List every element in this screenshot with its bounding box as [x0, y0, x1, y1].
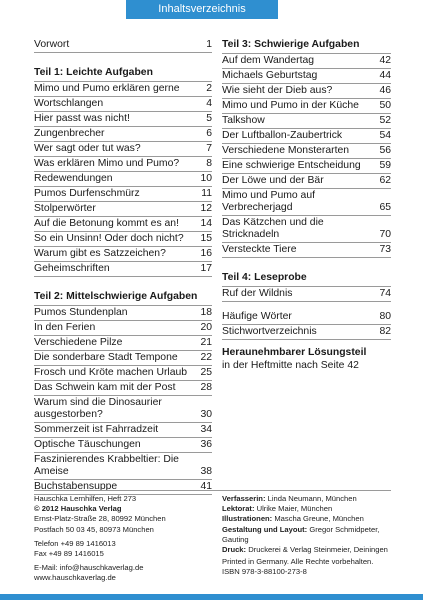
toc-entry — [34, 262, 212, 277]
entry-page: 10 — [200, 173, 212, 184]
entry-title: Häufige Wörter — [222, 311, 292, 322]
toc-entry — [34, 142, 212, 157]
entry-title: Geheimschriften — [34, 263, 110, 274]
imprint-illus — [222, 514, 397, 524]
entry-page: 5 — [206, 113, 212, 124]
design-value: Gregor Schmidpeter, Gauting — [222, 524, 380, 544]
entry-title: Der Löwe und der Bär — [222, 175, 324, 186]
entry-page: 20 — [200, 322, 212, 333]
imprint-print — [222, 545, 397, 555]
imprint-rights: Printed in Germany. Alle Rechte vorbehalten. — [222, 557, 374, 567]
toc-entry — [34, 321, 212, 336]
toc-entry — [222, 129, 391, 144]
entry-page: 2 — [206, 83, 212, 94]
entry-title: Talkshow — [222, 115, 265, 126]
toc-entry — [34, 351, 212, 366]
toc-entry — [222, 310, 391, 325]
toc-entry — [34, 82, 212, 97]
entry-title: Auf dem Wandertag — [222, 55, 315, 66]
entry-page: 70 — [379, 229, 391, 240]
imprint-right — [222, 494, 397, 578]
entry-title: Optische Täuschungen — [34, 439, 141, 450]
toc-entry — [34, 453, 212, 480]
entry-title: In den Ferien — [34, 322, 96, 333]
section-heading-teil1: Teil 1: Leichte Aufgaben — [34, 66, 212, 82]
entry-title: Stolperwörter — [34, 203, 96, 214]
entry-title: Mimo und Pumo in der Küche — [222, 100, 359, 111]
entry-title: Mimo und Pumo erklären gerne — [34, 83, 180, 94]
design-label: Gestaltung und Layout: — [222, 524, 308, 534]
entry-title: Das Kätzchen und die Stricknadeln — [222, 217, 324, 240]
entry-title: So ein Unsinn! Oder doch nicht? — [34, 233, 184, 244]
imprint-series: Hauschka Lernhilfen, Heft 273 — [34, 494, 137, 503]
toc-entry — [34, 366, 212, 381]
entry-title: Stichwortverzeichnis — [222, 326, 317, 337]
toc-entry — [222, 84, 391, 99]
imprint-email: E-Mail: info@hauschkaverlag.de — [34, 563, 144, 573]
toc-entry — [34, 127, 212, 142]
entry-title: Ruf der Wildnis — [222, 288, 293, 299]
imprint-editor — [222, 504, 397, 514]
entry-page: 62 — [379, 175, 391, 186]
toc-entry — [222, 174, 391, 189]
entry-page: 50 — [379, 100, 391, 111]
entry-page: 17 — [200, 263, 212, 274]
imprint-address1: Ernst-Platz-Straße 28, 80992 München — [34, 514, 166, 524]
entry-page: 44 — [379, 70, 391, 81]
entry-title: Zungenbrecher — [34, 128, 105, 139]
entry-page: 34 — [200, 424, 212, 435]
entry-title: Wie sieht der Dieb aus? — [222, 85, 333, 96]
imprint-web: www.hauschkaverlag.de — [34, 573, 116, 583]
entry-title: Der Luftballon-Zaubertrick — [222, 130, 343, 141]
entry-page: 14 — [200, 218, 212, 229]
teil4-list — [222, 287, 391, 302]
imprint-copyright: © 2012 Hauschka Verlag — [34, 504, 122, 514]
entry-title: Auf die Betonung kommt es an! — [34, 218, 179, 229]
entry-page: 38 — [200, 466, 212, 477]
entry-page: 82 — [379, 326, 391, 337]
toc-entry — [222, 325, 391, 340]
header-tab: Inhaltsverzeichnis — [126, 0, 278, 19]
entry-title: Pumos Durfenschmürz — [34, 188, 140, 199]
entry-title: Michaels Geburtstag — [222, 70, 318, 81]
entry-page: 30 — [200, 409, 212, 420]
editor-label: Lektorat: — [222, 504, 255, 514]
author-label: Verfasserin: — [222, 494, 266, 503]
entry-page: 16 — [200, 248, 212, 259]
extra-list — [222, 310, 391, 340]
toc-entry — [222, 54, 391, 69]
toc-entry — [34, 202, 212, 217]
imprint-isbn: ISBN 978-3-88100-273-8 — [222, 567, 307, 577]
entry-page: 8 — [206, 158, 212, 169]
entry-page: 25 — [200, 367, 212, 378]
entry-title: Redewendungen — [34, 173, 113, 184]
illus-label: Illustrationen: — [222, 514, 273, 524]
bottom-accent-bar — [0, 594, 423, 600]
entry-page: 41 — [200, 481, 212, 492]
entry-title: Versteckte Tiere — [222, 244, 297, 255]
entry-page: 42 — [379, 55, 391, 66]
section-heading-teil2: Teil 2: Mittelschwierige Aufgaben — [34, 290, 212, 306]
print-value: Druckerei & Verlag Steinmeier, Deiningen — [248, 545, 388, 555]
entry-page: 56 — [379, 145, 391, 156]
section-heading-teil4: Teil 4: Leseprobe — [222, 271, 391, 287]
entry-title: Wer sagt oder tut was? — [34, 143, 141, 154]
entry-page: 59 — [379, 160, 391, 171]
toc-entry — [34, 112, 212, 127]
entry-title: Was erklären Mimo und Pumo? — [34, 158, 180, 169]
entry-page: 11 — [201, 188, 212, 199]
entry-page: 73 — [379, 244, 391, 255]
entry-title: Faszinierendes Krabbeltier: Die Ameise — [34, 454, 179, 477]
entry-page: 54 — [379, 130, 391, 141]
toc-entry — [34, 172, 212, 187]
entry-page: 4 — [206, 98, 212, 109]
toc-entry — [222, 159, 391, 174]
toc-entry — [34, 480, 212, 495]
imprint-fax: Fax +49 89 1416015 — [34, 549, 104, 559]
loesung-subtitle: in der Heftmitte nach Seite 42 — [222, 360, 359, 371]
toc-entry — [34, 438, 212, 453]
teil2-list — [34, 306, 212, 495]
toc-entry — [222, 69, 391, 84]
toc-entry — [34, 336, 212, 351]
entry-title: Warum sind die Dinosaurier ausgestorben? — [34, 397, 162, 420]
entry-page: 12 — [200, 203, 212, 214]
toc-entry — [34, 97, 212, 112]
entry-page: 80 — [379, 311, 391, 322]
imprint-address2: Postfach 50 03 45, 80973 München — [34, 524, 154, 534]
entry-title: Frosch und Kröte machen Urlaub — [34, 367, 188, 378]
entry-page: 7 — [206, 143, 212, 154]
imprint-author — [222, 494, 397, 504]
entry-page: 21 — [200, 337, 212, 348]
entry-title: Warum gibt es Satzzeichen? — [34, 248, 166, 259]
toc-entry-vorwort — [34, 38, 212, 53]
toc-left-column — [34, 38, 212, 495]
imprint-left — [34, 494, 212, 584]
toc-right-column — [222, 38, 391, 372]
toc-entry — [34, 157, 212, 172]
teil3-list — [222, 54, 391, 258]
toc-entry — [222, 216, 391, 243]
entry-title: Buchstabensuppe — [34, 481, 118, 492]
loesung-heading: Heraunehmbarer Lösungsteil — [222, 347, 367, 358]
entry-page: 52 — [379, 115, 391, 126]
entry-page: 28 — [200, 382, 212, 393]
entry-page: 6 — [206, 128, 212, 139]
section-heading-teil3: Teil 3: Schwierige Aufgaben — [222, 38, 391, 54]
toc-entry — [34, 232, 212, 247]
toc-entry — [222, 189, 391, 216]
entry-title: Sommerzeit ist Fahrradzeit — [34, 424, 159, 435]
entry-title: Eine schwierige Entscheidung — [222, 160, 361, 171]
toc-entry — [222, 114, 391, 129]
illus-value: Mascha Greune, München — [274, 514, 364, 524]
entry-title: Mimo und Pumo auf Verbrecherjagd — [222, 190, 315, 213]
entry-title: Hier passt was nicht! — [34, 113, 130, 124]
toc-entry — [34, 423, 212, 438]
editor-value: Ulrike Maier, München — [256, 504, 333, 514]
entry-page: 46 — [379, 85, 391, 96]
imprint-phone: Telefon +49 89 1416013 — [34, 538, 116, 548]
toc-entry — [34, 396, 212, 423]
toc-entry — [222, 287, 391, 302]
entry-title: Vorwort — [34, 39, 70, 50]
toc-entry — [34, 247, 212, 262]
entry-title: Das Schwein kam mit der Post — [34, 382, 176, 393]
entry-title: Die sonderbare Stadt Tempone — [34, 352, 178, 363]
entry-page: 22 — [200, 352, 212, 363]
entry-title: Verschiedene Monsterarten — [222, 145, 350, 156]
toc-entry — [34, 217, 212, 232]
entry-title: Verschiedene Pilze — [34, 337, 123, 348]
entry-page: 65 — [379, 202, 391, 213]
entry-page: 18 — [200, 307, 212, 318]
entry-page: 15 — [200, 233, 212, 244]
entry-title: Pumos Stundenplan — [34, 307, 128, 318]
entry-page: 74 — [379, 288, 391, 299]
toc-entry — [222, 243, 391, 258]
entry-title: Wortschlangen — [34, 98, 104, 109]
author-value: Linda Neumann, München — [267, 494, 357, 503]
toc-entry — [34, 381, 212, 396]
entry-page: 36 — [200, 439, 212, 450]
toc-entry — [222, 99, 391, 114]
toc-entry — [34, 306, 212, 321]
toc-entry — [34, 187, 212, 202]
print-label: Druck: — [222, 545, 247, 555]
footer-divider — [34, 490, 391, 491]
imprint-design — [222, 525, 397, 545]
entry-page: 1 — [206, 39, 212, 50]
teil1-list — [34, 82, 212, 277]
toc-entry — [222, 144, 391, 159]
